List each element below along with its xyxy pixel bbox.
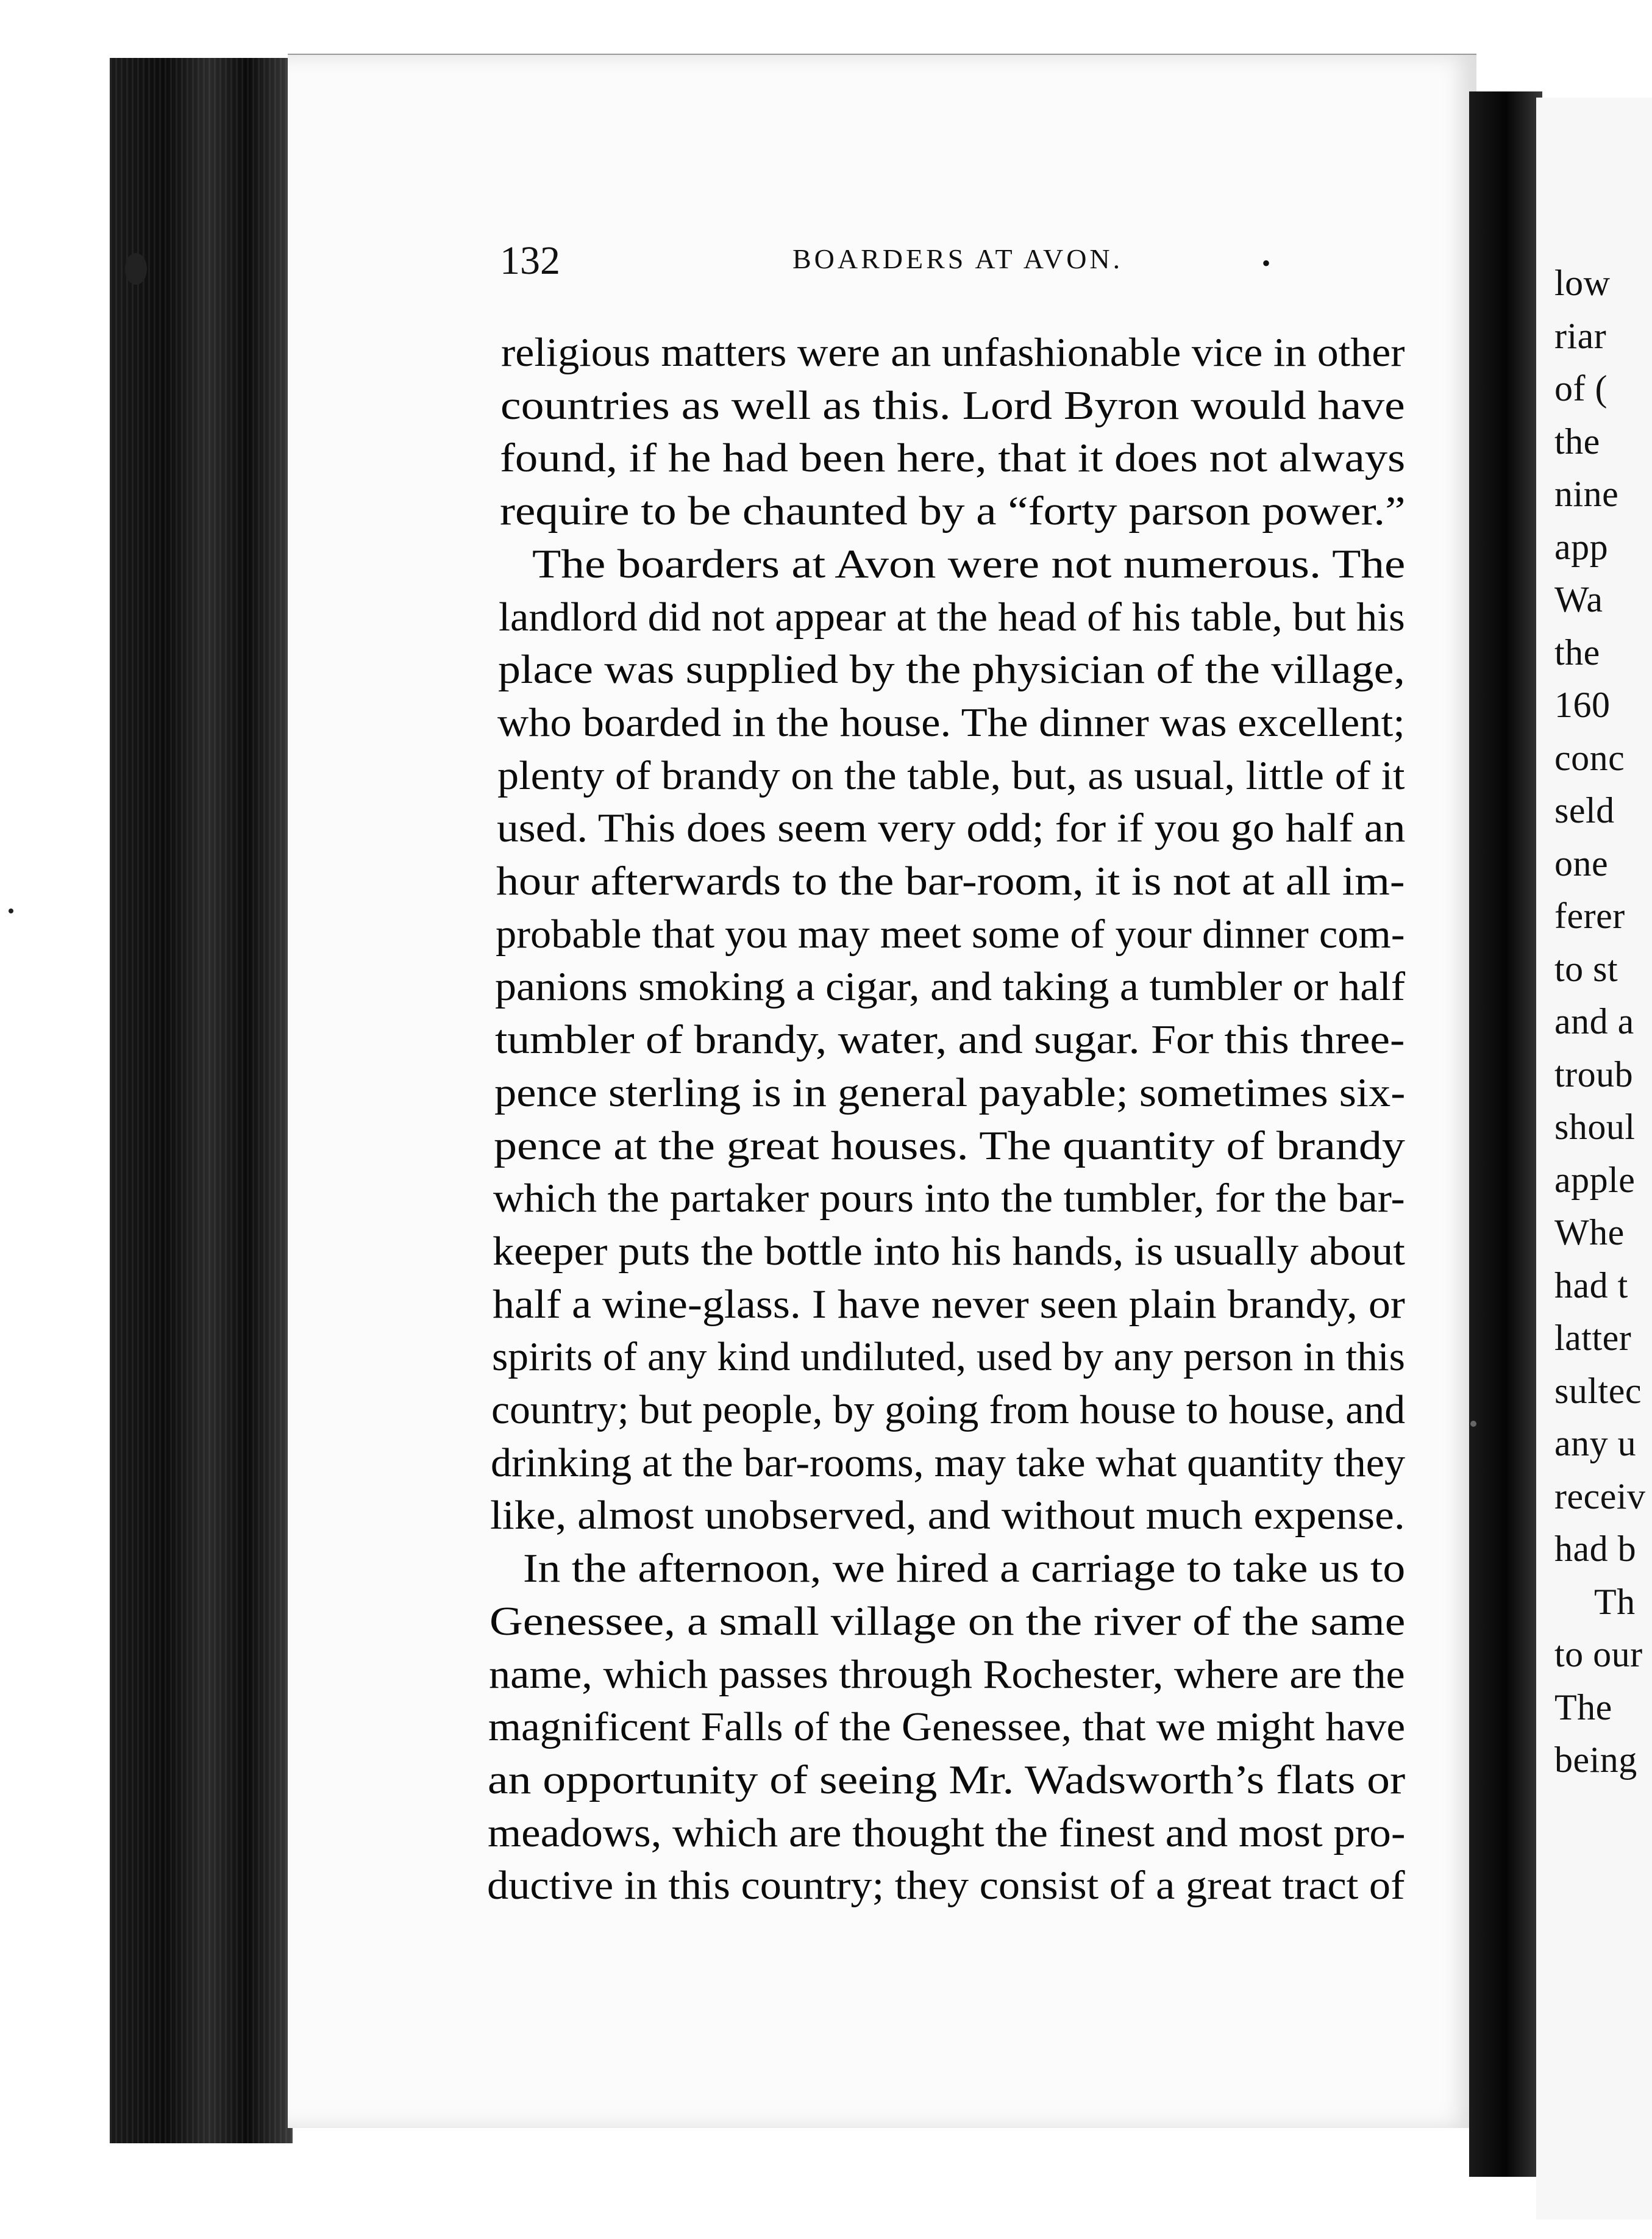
facing-page-fragment: ferer: [1554, 896, 1625, 936]
text-line: landlord did not appear at the head of his table, but his: [499, 595, 1405, 640]
facing-page-fragment: any u: [1554, 1423, 1637, 1463]
text-line: pence sterling is in general payable; sometimes six-: [494, 1070, 1406, 1115]
text-line: name, which passes through Rochester, where are the: [489, 1652, 1405, 1697]
text-line: pence at the great houses. The quantity of brandy: [494, 1123, 1405, 1168]
text-line: plenty of brandy on the table, but, as usual, little of it: [497, 753, 1405, 798]
facing-page-fragment: being: [1554, 1740, 1637, 1780]
text-line: The boarders at Avon were not numerous. The: [532, 541, 1406, 587]
facing-page-fragment: the: [1554, 421, 1600, 462]
text-line: panions smoking a cigar, and taking a tumbler or half: [495, 964, 1406, 1009]
speck-mark: [125, 253, 147, 285]
facing-page-fragment: Whe: [1554, 1212, 1625, 1252]
text-line: require to be chaunted by a “forty parson power.”: [500, 488, 1406, 534]
facing-page-fragment: The: [1554, 1687, 1612, 1727]
text-line: country; but people, by going from house to house, and: [491, 1387, 1406, 1432]
facing-page-fragment: to st: [1554, 949, 1618, 989]
text-line: hour afterwards to the bar-room, it is not at all im-: [496, 859, 1405, 904]
text-line: meadows, which are thought the finest and most pro-: [488, 1810, 1406, 1855]
text-line: an opportunity of seeing Mr. Wadsworth’s flats or: [488, 1757, 1406, 1802]
facing-page-fragment: latter: [1554, 1318, 1632, 1358]
facing-page-fragment: nine: [1554, 474, 1619, 514]
text-line: In the afternoon, we hired a carriage to take us to: [523, 1546, 1406, 1591]
facing-page-fragment: receiv: [1554, 1476, 1646, 1516]
facing-page-fragment: the: [1554, 632, 1600, 673]
text-line: countries as well as this. Lord Byron would have: [500, 383, 1405, 428]
speck-mark: [9, 909, 13, 913]
facing-page-fragment: apple: [1554, 1160, 1636, 1200]
facing-page-fragment: shoul: [1554, 1107, 1636, 1147]
facing-page-fragment: low: [1554, 263, 1611, 303]
facing-page-fragment: and a: [1554, 1001, 1634, 1041]
text-line: keeper puts the bottle into his hands, is usually about: [493, 1229, 1405, 1274]
text-line: religious matters were an unfashionable vice in other: [501, 330, 1405, 375]
text-line: Genessee, a small village on the river of the same: [490, 1599, 1406, 1644]
text-line: found, if he had been here, that it does not always: [500, 435, 1406, 480]
text-line: used. This does seem very odd; for if you go half an: [497, 805, 1406, 851]
facing-page-fragment: conc: [1554, 738, 1625, 778]
facing-page-fragment: to our: [1554, 1634, 1643, 1674]
print-dot: •: [1262, 249, 1271, 277]
text-line: tumbler of brandy, water, and sugar. For this three-: [495, 1017, 1405, 1062]
text-line: ductive in this country; they consist of a great tract of: [487, 1863, 1405, 1908]
text-line: like, almost unobserved, and without much expense.: [490, 1493, 1405, 1538]
facing-page-fragment: one: [1554, 843, 1609, 884]
facing-page-fragment: Th: [1594, 1582, 1636, 1622]
text-line: magnificent Falls of the Genessee, that we might have: [488, 1704, 1406, 1749]
text-line: spirits of any kind undiluted, used by any person in this: [492, 1334, 1405, 1379]
text-line: drinking at the bar-rooms, may take what quantity they: [491, 1440, 1406, 1485]
text-line: who boarded in the house. The dinner was excellent;: [497, 700, 1405, 745]
text-line: which the partaker pours into the tumbler, for the bar-: [493, 1176, 1405, 1221]
facing-page-fragment: of (: [1554, 368, 1607, 409]
facing-page-fragment: 160: [1554, 685, 1611, 725]
facing-page-fragment: riar: [1554, 316, 1607, 356]
facing-page-fragment: troub: [1554, 1054, 1634, 1095]
facing-page-fragment: app: [1554, 527, 1609, 567]
page-number: 132: [500, 238, 560, 283]
facing-page-fragment: sultec: [1554, 1371, 1642, 1411]
facing-page-fragment: had b: [1554, 1529, 1637, 1569]
text-line: half a wine-glass. I have never seen plain brandy, or: [493, 1282, 1405, 1327]
running-head-title: BOARDERS AT AVON.: [792, 243, 1123, 274]
text-line: probable that you may meet some of your dinner com-: [496, 912, 1405, 957]
facing-page-fragment: seld: [1554, 790, 1615, 830]
facing-page-fragment: had t: [1554, 1265, 1628, 1305]
speck-mark: [1470, 1421, 1476, 1427]
facing-page-fragment: Wa: [1554, 579, 1603, 620]
text-line: place was supplied by the physician of the village,: [498, 647, 1405, 692]
